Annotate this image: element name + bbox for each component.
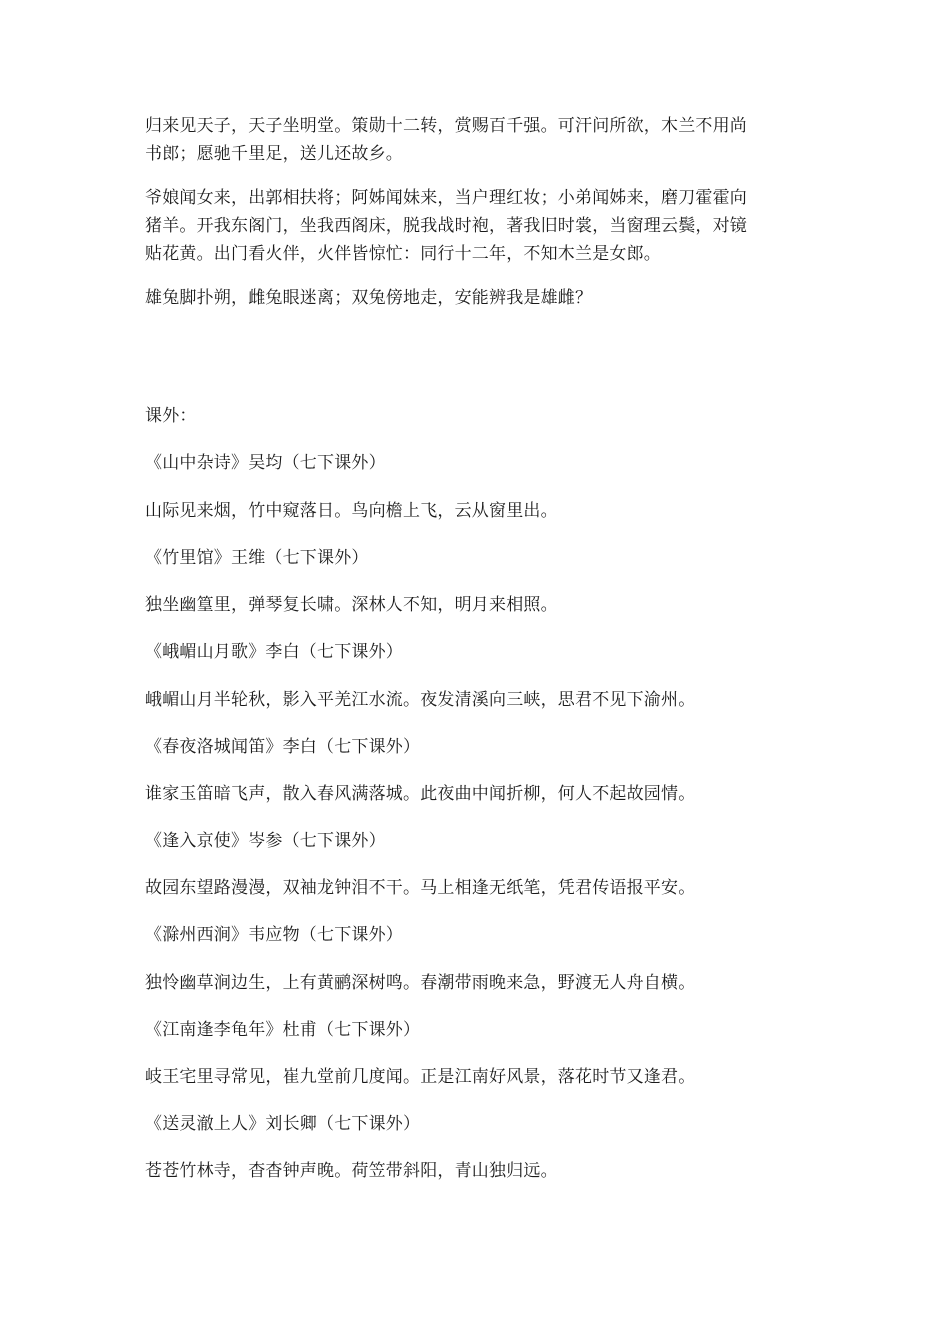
text-line: 猪羊。开我东阁门，坐我西阁床，脱我战时袍，著我旧时裳，当窗理云鬓，对镜 — [145, 216, 747, 236]
poem-title: 《江南逢李龟年》杜甫（七下课外） — [145, 1020, 421, 1040]
text-line: 书郎；愿驰千里足，送儿还故乡。 — [145, 144, 403, 164]
poem-title: 《竹里馆》王维（七下课外） — [145, 548, 369, 568]
poem-text: 岐王宅里寻常见，崔九堂前几度闻。正是江南好风景，落花时节又逢君。 — [145, 1067, 696, 1087]
poem-text: 独怜幽草涧边生，上有黄鹂深树鸣。春潮带雨晚来急，野渡无人舟自横。 — [145, 973, 696, 993]
text-line: 爷娘闻女来，出郭相扶将；阿姊闻妹来，当户理红妆；小弟闻姊来，磨刀霍霍向 — [145, 188, 747, 208]
poem-title: 《峨嵋山月歌》李白（七下课外） — [145, 642, 403, 662]
poem-title: 《逢入京使》岑参（七下课外） — [145, 831, 386, 851]
mulan-paragraph-3: 雄兔脚扑朔，雌兔眼迷离；双兔傍地走，安能辨我是雄雌？ — [145, 288, 593, 308]
poem-title: 《山中杂诗》吴均（七下课外） — [145, 453, 386, 473]
poem-text: 峨嵋山月半轮秋，影入平羌江水流。夜发清溪向三峡，思君不见下渝州。 — [145, 690, 696, 710]
text-line: 归来见天子，天子坐明堂。策勋十二转，赏赐百千强。可汗问所欲，木兰不用尚 — [145, 116, 747, 136]
poem-text: 山际见来烟，竹中窥落日。鸟向檐上飞，云从窗里出。 — [145, 501, 558, 521]
poem-title: 《春夜洛城闻笛》李白（七下课外） — [145, 737, 421, 757]
mulan-paragraph-1 — [145, 112, 815, 168]
text-line: 贴花黄。出门看火伴，火伴皆惊忙：同行十二年，不知木兰是女郎。 — [145, 244, 661, 264]
section-label: 课外： — [145, 406, 197, 426]
poem-text: 谁家玉笛暗飞声，散入春风满落城。此夜曲中闻折柳，何人不起故园情。 — [145, 784, 696, 804]
poem-text: 苍苍竹林寺，杳杳钟声晚。荷笠带斜阳，青山独归远。 — [145, 1161, 558, 1181]
poem-text: 独坐幽篁里，弹琴复长啸。深林人不知，明月来相照。 — [145, 595, 558, 615]
poem-text: 故园东望路漫漫，双袖龙钟泪不干。马上相逢无纸笔，凭君传语报平安。 — [145, 878, 696, 898]
poem-title: 《送灵澈上人》刘长卿（七下课外） — [145, 1114, 421, 1134]
poem-title: 《滁州西涧》韦应物（七下课外） — [145, 925, 403, 945]
mulan-paragraph-2 — [145, 184, 815, 268]
